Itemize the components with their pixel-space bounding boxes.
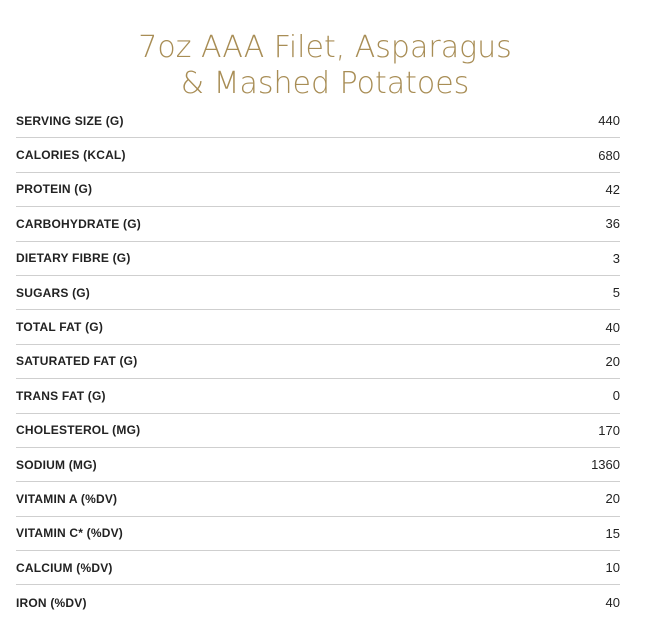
nutrition-value: 5 [612, 285, 620, 301]
nutrition-label: IRON (%DV) [16, 595, 87, 610]
nutrition-label: DIETARY FIBRE (G) [16, 251, 131, 266]
nutrition-row-sodium [16, 448, 620, 482]
nutrition-row-dietary-fibre [16, 242, 620, 276]
nutrition-row-sugars [16, 276, 620, 310]
nutrition-value: 1360 [591, 457, 620, 473]
nutrition-value: 15 [605, 525, 620, 541]
nutrition-row-vitamin-c [16, 517, 620, 551]
nutrition-value: 10 [605, 560, 620, 576]
nutrition-label: CALORIES (KCAL) [16, 148, 126, 163]
nutrition-value: 36 [605, 216, 620, 232]
nutrition-row-trans-fat [16, 379, 620, 413]
nutrition-row-saturated-fat [16, 345, 620, 379]
nutrition-value: 40 [605, 595, 620, 611]
nutrition-label: CALCIUM (%DV) [16, 560, 113, 575]
nutrition-row-iron [16, 585, 620, 619]
nutrition-label: VITAMIN C* (%DV) [16, 526, 123, 541]
title-line-1: 7oz AAA Filet, Asparagus [138, 30, 512, 66]
nutrition-table [16, 104, 620, 620]
nutrition-row-total-fat [16, 310, 620, 344]
nutrition-row-calcium [16, 551, 620, 585]
nutrition-row-vitamin-a [16, 482, 620, 516]
nutrition-row-serving-size [16, 104, 620, 138]
nutrition-value: 0 [612, 388, 620, 404]
nutrition-label: SATURATED FAT (G) [16, 354, 138, 369]
nutrition-value: 20 [605, 353, 620, 369]
nutrition-value: 3 [612, 250, 620, 266]
nutrition-row-carbohydrate [16, 207, 620, 241]
page-title [0, 30, 650, 102]
nutrition-value: 440 [598, 113, 620, 129]
nutrition-value: 40 [605, 319, 620, 335]
nutrition-row-protein [16, 173, 620, 207]
nutrition-row-cholesterol [16, 414, 620, 448]
nutrition-label: TOTAL FAT (G) [16, 320, 104, 335]
nutrition-label: CHOLESTEROL (MG) [16, 423, 141, 438]
nutrition-label: SUGARS (G) [16, 285, 90, 300]
nutrition-row-calories [16, 138, 620, 172]
nutrition-label: VITAMIN A (%DV) [16, 491, 118, 506]
nutrition-label: SODIUM (MG) [16, 457, 97, 472]
nutrition-label: SERVING SIZE (G) [16, 113, 124, 128]
nutrition-value: 170 [598, 422, 620, 438]
nutrition-value: 20 [605, 491, 620, 507]
nutrition-label: CARBOHYDRATE (G) [16, 216, 141, 231]
nutrition-label: TRANS FAT (G) [16, 388, 106, 403]
nutrition-value: 42 [605, 181, 620, 197]
nutrition-value: 680 [598, 147, 620, 163]
title-line-2: & Mashed Potatoes [180, 66, 470, 102]
nutrition-label: PROTEIN (G) [16, 182, 93, 197]
